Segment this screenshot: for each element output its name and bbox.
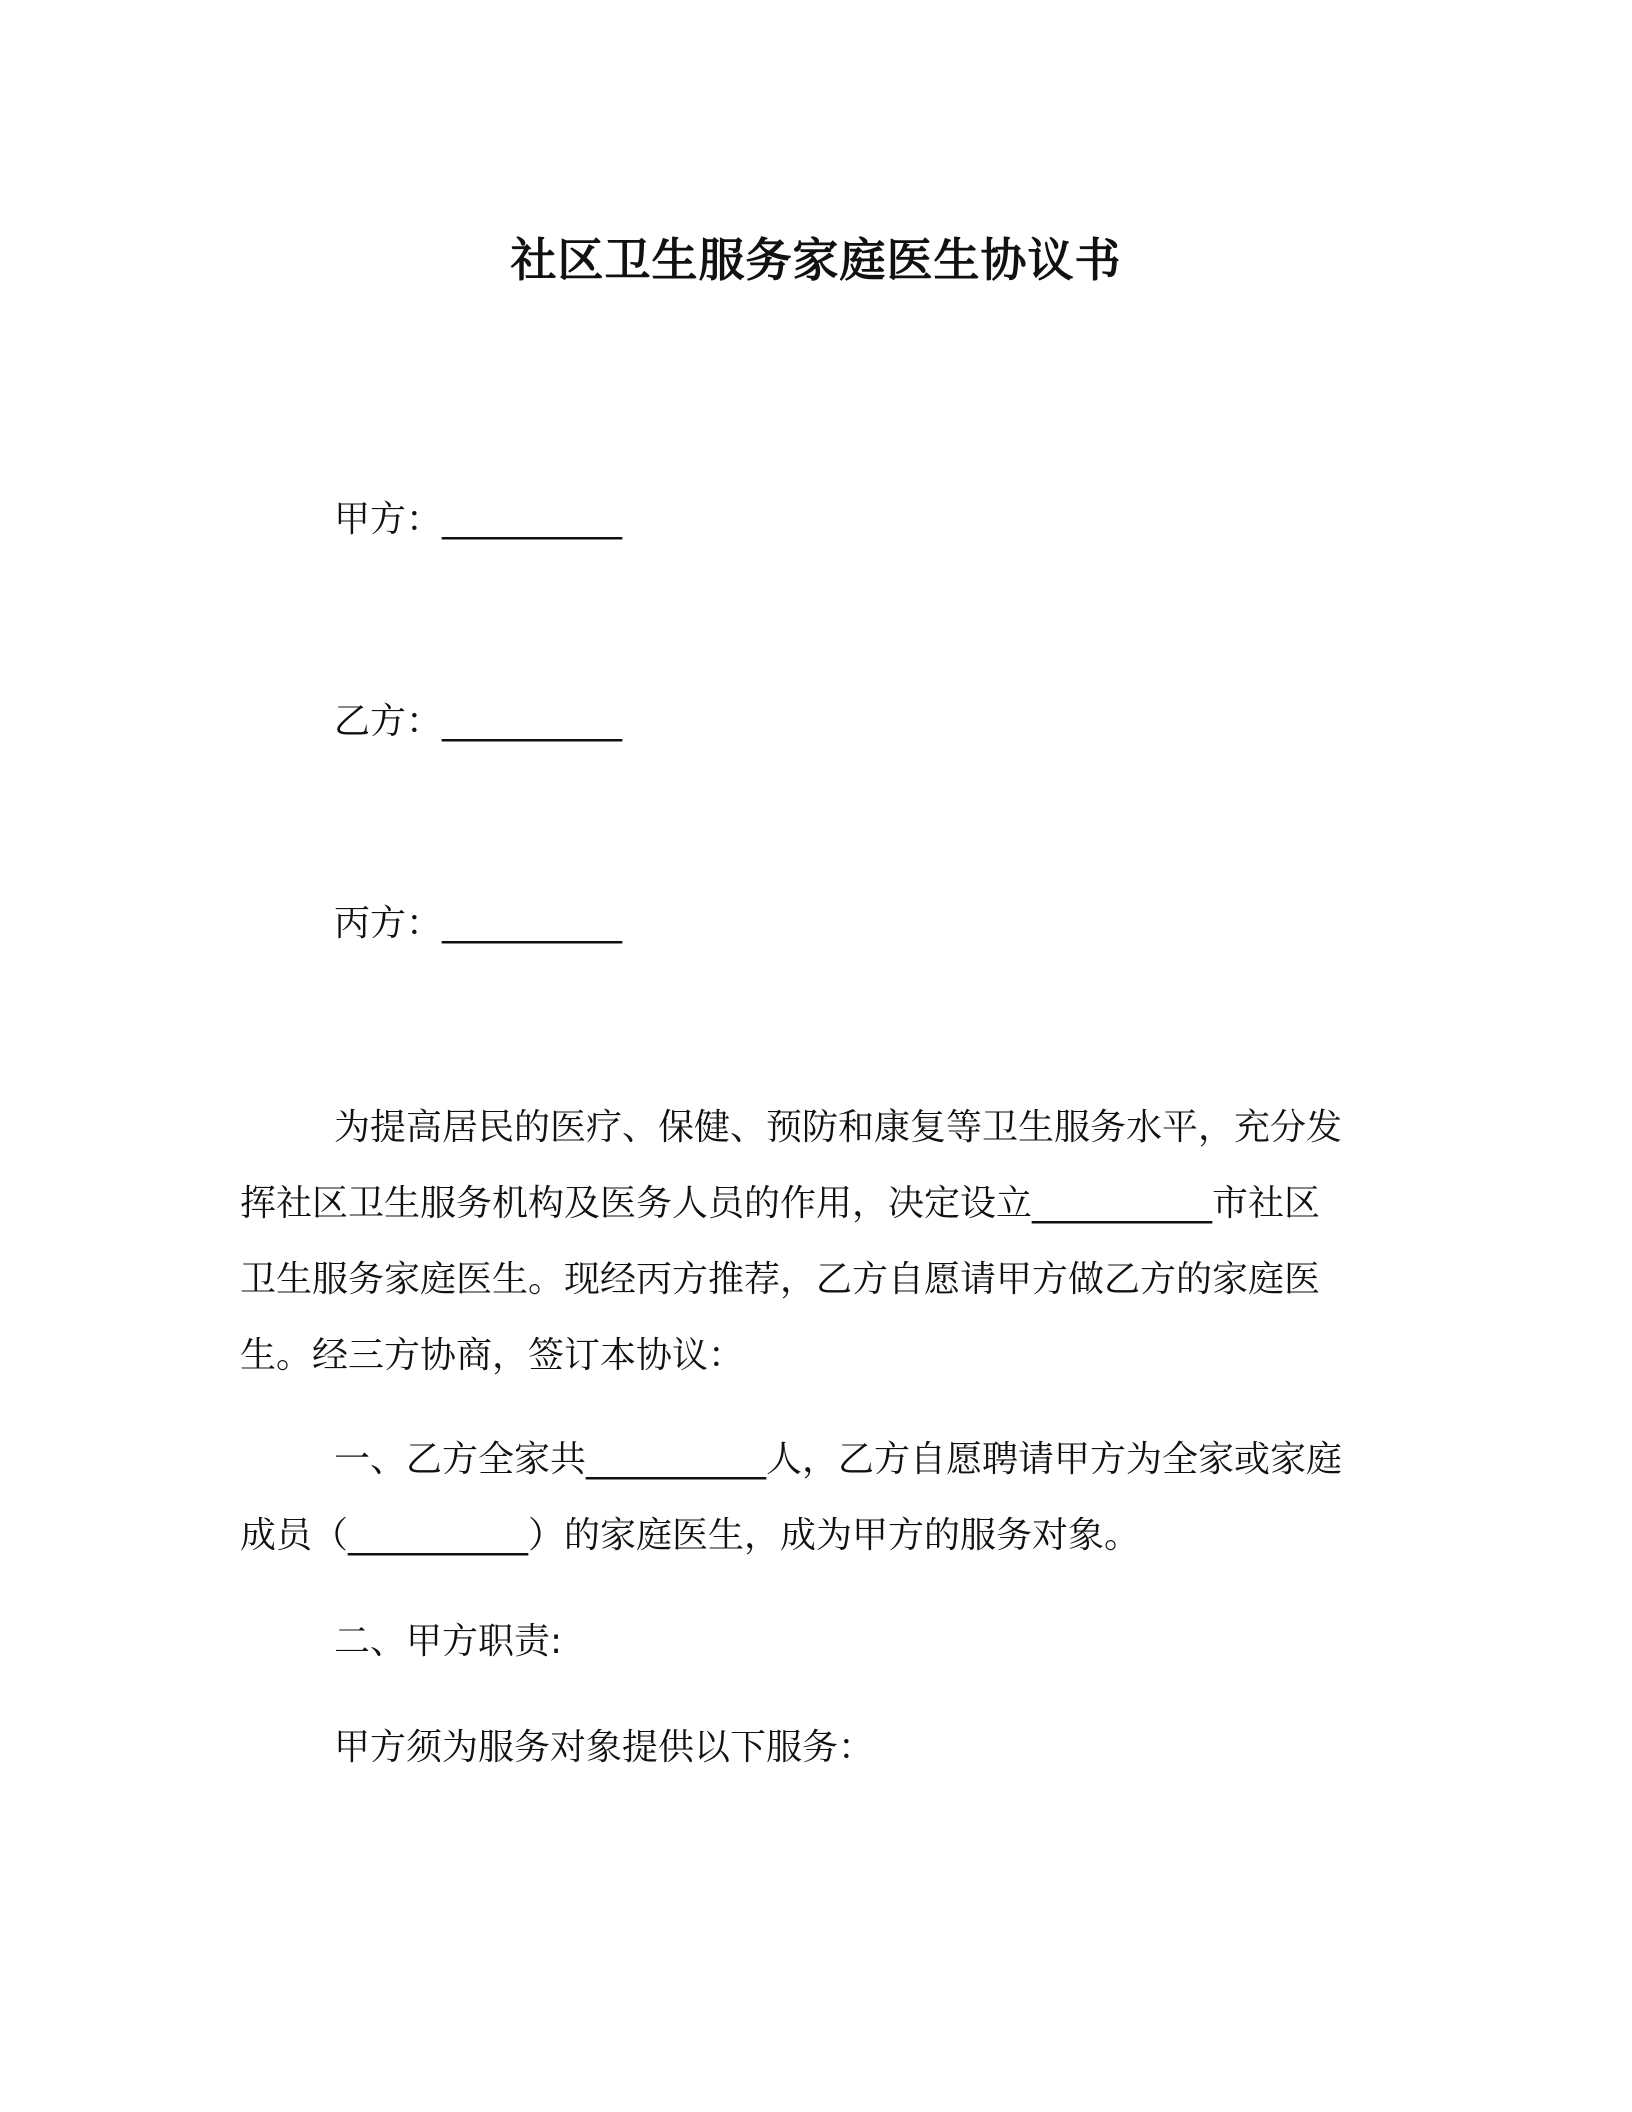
preamble-line: 生。经三方协商，签订本协议：	[240, 1335, 745, 1376]
preamble-line: 挥社区卫生服务机构及医务人员的作用，决定设立__________市社区	[240, 1183, 1321, 1224]
clause-2-heading	[240, 1604, 1380, 1680]
preamble-paragraph	[240, 1090, 1380, 1394]
clause-1-line: 一、乙方全家共__________人，乙方自愿聘请甲方为全家或家庭	[334, 1439, 1343, 1480]
clause-2-heading-text: 二、甲方职责:	[334, 1621, 563, 1662]
document-title: 社区卫生服务家庭医生协议书	[510, 233, 1122, 287]
clause-2-intro	[240, 1710, 1380, 1786]
party-c-line: 丙方：__________	[334, 903, 623, 944]
party-b-line: 乙方：__________	[334, 701, 623, 742]
clause-2-intro-text: 甲方须为服务对象提供以下服务：	[334, 1727, 875, 1768]
preamble-line: 卫生服务家庭医生。现经丙方推荐，乙方自愿请甲方做乙方的家庭医	[240, 1259, 1321, 1300]
party-a-line: 甲方：__________	[334, 499, 623, 540]
preamble-line: 为提高居民的医疗、保健、预防和康复等卫生服务水平，充分发	[334, 1107, 1343, 1148]
clause-1-line: 成员（__________）的家庭医生，成为甲方的服务对象。	[240, 1515, 1141, 1556]
clause-1-paragraph	[240, 1422, 1380, 1574]
